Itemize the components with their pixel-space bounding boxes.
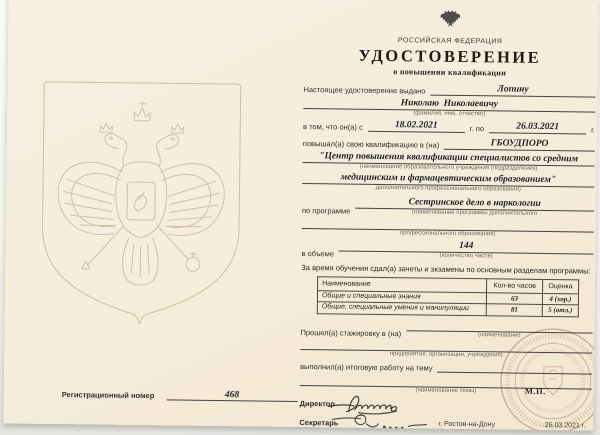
program-sublabel2: профессионального образования) [399,230,496,238]
results-table [317,276,579,317]
qualification-label: повышал(а) свою квалификацию в (на) [302,138,440,150]
stamp-place-label: М.П. [524,385,546,397]
holder-name-value: Николаю Николаевичу [303,97,595,113]
col-header-hours: Кол-во часов [487,279,543,294]
period-from-value: 18.02.2021 [368,119,465,132]
final-work-label: выполнил(а) итоговую работу на тему [300,361,433,373]
russia-coat-of-arms-watermark-icon [24,76,257,337]
qualification-value: ГБОУДПОРО [444,137,595,151]
name-sublabel: (фамилия, имя, отчество) [413,110,486,118]
issued-value: Лопину [430,84,595,98]
internship-sublabel1: (наименование [478,331,521,339]
volume-value: 144 [339,239,594,254]
date-label: 26.03.2021 г. [544,421,586,430]
row2-name: Общие, специальные умения и манипуляции [317,302,486,315]
program-value: Сестринское дело в наркологии [355,196,594,211]
qualification-row [303,136,595,152]
volume-row [301,239,593,262]
exams-paragraph: За время обучения сдал(а) зачеты и экзамены по основным разделам программы: [301,263,591,276]
internship-label: Прошел(а) стажировку в (на) [300,328,402,339]
organization-value-line1: "Центр повышения квалификации специалистов со средним [303,151,595,167]
volume-label: в объеме [301,249,335,259]
program-label: по программе [301,206,351,216]
col-header-grade: Оценка [542,279,578,293]
final-work-sublabel: (наименование темы) [415,386,477,394]
certificate-subtitle: о повышении квалификации [393,67,507,78]
program-continuation-row [302,218,594,240]
secretary-label: Секретарь [299,417,339,428]
registration-number-value: 468 [166,389,298,402]
round-seal-stamp [495,323,598,430]
period-row [303,119,595,135]
organization-sublabel2: дополнительного профессионального образования) [375,184,521,193]
certificate-page [3,0,598,431]
name-row [303,97,595,120]
issued-row [303,82,595,98]
registration-number-row [62,388,298,402]
program-row [302,196,594,219]
organization-line1 [303,151,595,174]
city-label: г. Ростов-на-Дону [438,420,496,428]
row2-grade: 5 (отл.) [542,305,578,317]
program-sublabel1: (наименование программы дополнительного [411,208,538,217]
internship-sublabel2: предприятия, организации, учреждения) [389,351,503,359]
header-emblem [304,7,596,37]
volume-sublabel: (количество часов) [439,252,493,259]
organization-value-line2: медицинским и фармацевтическим образованием" [302,172,594,188]
organization-line2 [302,172,594,195]
certificate-title: УДОСТОВЕРЕНИЕ [358,45,542,67]
country-label: РОССИЙСКАЯ ФЕДЕРАЦИЯ [397,37,503,46]
period-to-value: 26.03.2021 [489,121,586,134]
coat-of-arms-watermark [24,76,257,337]
row1-hours: 63 [487,293,543,305]
double-headed-eagle-icon [439,9,461,30]
organization-sublabel1: (наименование образовательного учреждения (подразделения) [359,163,538,172]
period-mid-label: г. по [469,123,485,133]
director-label: Директор [299,398,335,408]
row1-name: Общие и специальные знания [317,290,486,303]
col-header-name: Наименование [318,276,487,292]
table-row [317,302,578,317]
row2-hours: 81 [486,304,542,316]
registration-number-label: Регистрационный номер [61,390,155,401]
period-end-label: г. [591,125,596,135]
secretary-signature [330,411,434,430]
period-label: в том, что он(а) с [302,121,363,132]
row1-grade: 4 (хор.) [542,293,578,305]
issued-label: Настоящее удостоверение выдано [303,85,426,96]
